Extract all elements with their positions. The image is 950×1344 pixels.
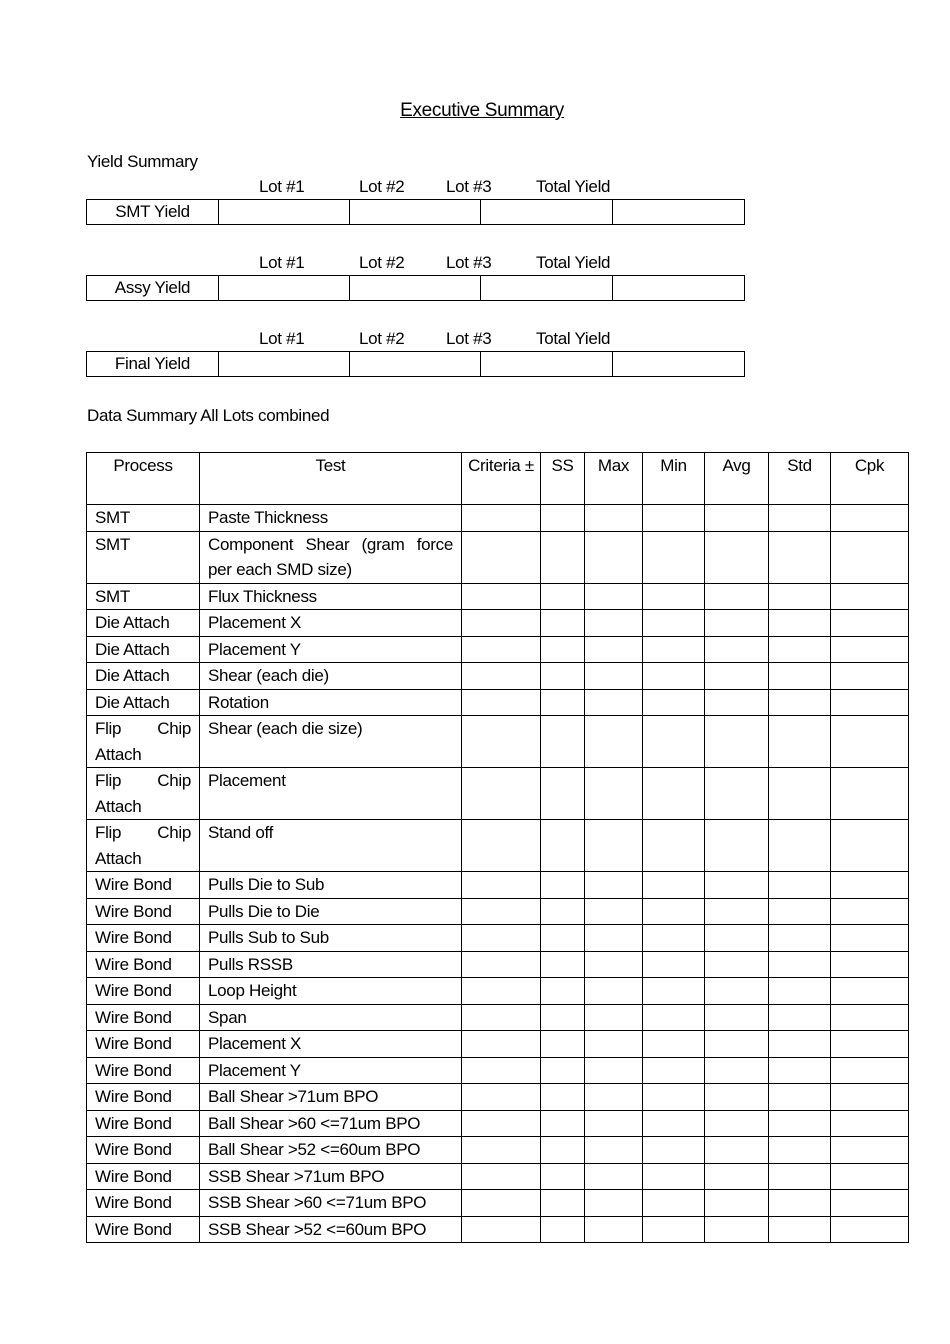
std-cell[interactable] [769, 1004, 831, 1031]
ss-cell[interactable] [541, 1190, 585, 1217]
std-cell[interactable] [769, 505, 831, 532]
assy-lot-3-cell[interactable] [481, 276, 613, 301]
data-summary-label: Data Summary All Lots combined [87, 406, 330, 425]
ss-cell[interactable] [541, 583, 585, 610]
lot-3-header: Lot #3 [446, 253, 492, 272]
avg-cell[interactable] [705, 610, 769, 637]
avg-cell[interactable] [705, 898, 769, 925]
cpk-cell[interactable] [831, 636, 909, 663]
process-cell: Wire Bond [87, 978, 200, 1005]
avg-cell[interactable] [705, 531, 769, 583]
ss-cell[interactable] [541, 898, 585, 925]
cpk-cell[interactable] [831, 1084, 909, 1111]
table-row [87, 276, 745, 301]
test-cell: Placement [200, 768, 462, 820]
criteria-cell[interactable] [462, 768, 541, 820]
table-row [87, 872, 909, 899]
process-cell: Die Attach [87, 636, 200, 663]
criteria-cell[interactable] [462, 663, 541, 690]
process-cell: Wire Bond [87, 872, 200, 899]
test-cell: Shear (each die size) [200, 716, 462, 768]
table-row [87, 716, 909, 768]
header-avg: Avg [705, 453, 769, 505]
ss-cell[interactable] [541, 1137, 585, 1164]
avg-cell[interactable] [705, 925, 769, 952]
cpk-cell[interactable] [831, 1110, 909, 1137]
final-total-yield-cell[interactable] [613, 352, 745, 377]
min-cell[interactable] [643, 898, 705, 925]
cpk-cell[interactable] [831, 1190, 909, 1217]
table-row [87, 583, 909, 610]
criteria-cell[interactable] [462, 951, 541, 978]
final-lot-1-cell[interactable] [219, 352, 350, 377]
max-cell[interactable] [585, 768, 643, 820]
max-cell[interactable] [585, 1031, 643, 1058]
max-cell[interactable] [585, 1110, 643, 1137]
std-cell[interactable] [769, 1137, 831, 1164]
max-cell[interactable] [585, 1163, 643, 1190]
std-cell[interactable] [769, 898, 831, 925]
total-yield-header: Total Yield [536, 253, 611, 272]
ss-cell[interactable] [541, 872, 585, 899]
table-row [87, 531, 909, 583]
test-cell: Pulls Die to Sub [200, 872, 462, 899]
process-cell: Wire Bond [87, 1084, 200, 1111]
max-cell[interactable] [585, 583, 643, 610]
criteria-cell[interactable] [462, 1163, 541, 1190]
lot-header-row [87, 253, 747, 275]
table-row [87, 1031, 909, 1058]
test-cell: Shear (each die) [200, 663, 462, 690]
table-row [87, 1190, 909, 1217]
smt-yield-label: SMT Yield [87, 200, 219, 225]
max-cell[interactable] [585, 1216, 643, 1243]
criteria-cell[interactable] [462, 716, 541, 768]
max-cell[interactable] [585, 505, 643, 532]
min-cell[interactable] [643, 716, 705, 768]
ss-cell[interactable] [541, 689, 585, 716]
lot-2-header: Lot #2 [359, 177, 405, 196]
min-cell[interactable] [643, 1110, 705, 1137]
process-cell: Flip Chip Attach [87, 820, 200, 872]
lot-3-header: Lot #3 [446, 177, 492, 196]
min-cell[interactable] [643, 610, 705, 637]
smt-yield-table [86, 199, 745, 225]
test-cell: Loop Height [200, 978, 462, 1005]
assy-lot-1-cell[interactable] [219, 276, 350, 301]
cpk-cell[interactable] [831, 583, 909, 610]
std-cell[interactable] [769, 1110, 831, 1137]
process-cell: Wire Bond [87, 925, 200, 952]
avg-cell[interactable] [705, 820, 769, 872]
cpk-cell[interactable] [831, 1004, 909, 1031]
ss-cell[interactable] [541, 1163, 585, 1190]
yield-summary-label: Yield Summary [87, 152, 198, 171]
test-cell: Ball Shear >52 <=60um BPO [200, 1137, 462, 1164]
std-cell[interactable] [769, 663, 831, 690]
std-cell[interactable] [769, 1190, 831, 1217]
max-cell[interactable] [585, 872, 643, 899]
max-cell[interactable] [585, 531, 643, 583]
avg-cell[interactable] [705, 1137, 769, 1164]
max-cell[interactable] [585, 820, 643, 872]
std-cell[interactable] [769, 978, 831, 1005]
min-cell[interactable] [643, 636, 705, 663]
std-cell[interactable] [769, 1084, 831, 1111]
test-cell: Placement Y [200, 636, 462, 663]
data-summary-table [86, 452, 909, 1243]
criteria-cell[interactable] [462, 1084, 541, 1111]
std-cell[interactable] [769, 820, 831, 872]
test-cell: Paste Thickness [200, 505, 462, 532]
test-cell: Flux Thickness [200, 583, 462, 610]
avg-cell[interactable] [705, 583, 769, 610]
lot-3-header: Lot #3 [446, 329, 492, 348]
cpk-cell[interactable] [831, 768, 909, 820]
smt-lot-2-cell[interactable] [350, 200, 481, 225]
min-cell[interactable] [643, 820, 705, 872]
avg-cell[interactable] [705, 1163, 769, 1190]
ss-cell[interactable] [541, 1031, 585, 1058]
table-row [87, 663, 909, 690]
ss-cell[interactable] [541, 716, 585, 768]
avg-cell[interactable] [705, 1084, 769, 1111]
min-cell[interactable] [643, 531, 705, 583]
data-summary-body [87, 505, 909, 1243]
ss-cell[interactable] [541, 978, 585, 1005]
cpk-cell[interactable] [831, 820, 909, 872]
std-cell[interactable] [769, 1163, 831, 1190]
test-cell: SSB Shear >71um BPO [200, 1163, 462, 1190]
min-cell[interactable] [643, 951, 705, 978]
ss-cell[interactable] [541, 1084, 585, 1111]
lot-1-header: Lot #1 [259, 177, 305, 196]
max-cell[interactable] [585, 1057, 643, 1084]
process-cell: Die Attach [87, 663, 200, 690]
process-cell: Wire Bond [87, 1004, 200, 1031]
criteria-cell[interactable] [462, 872, 541, 899]
cpk-cell[interactable] [831, 951, 909, 978]
test-cell: Ball Shear >60 <=71um BPO [200, 1110, 462, 1137]
criteria-cell[interactable] [462, 925, 541, 952]
ss-cell[interactable] [541, 1216, 585, 1243]
ss-cell[interactable] [541, 768, 585, 820]
max-cell[interactable] [585, 1190, 643, 1217]
max-cell[interactable] [585, 716, 643, 768]
cpk-cell[interactable] [831, 1057, 909, 1084]
min-cell[interactable] [643, 1216, 705, 1243]
criteria-cell[interactable] [462, 1031, 541, 1058]
max-cell[interactable] [585, 978, 643, 1005]
max-cell[interactable] [585, 1137, 643, 1164]
avg-cell[interactable] [705, 1057, 769, 1084]
std-cell[interactable] [769, 610, 831, 637]
cpk-cell[interactable] [831, 872, 909, 899]
process-cell: Wire Bond [87, 1216, 200, 1243]
max-cell[interactable] [585, 1084, 643, 1111]
criteria-cell[interactable] [462, 636, 541, 663]
table-row [87, 689, 909, 716]
table-row [87, 1110, 909, 1137]
std-cell[interactable] [769, 872, 831, 899]
final-yield-table [86, 351, 745, 377]
table-row [87, 610, 909, 637]
table-row [87, 505, 909, 532]
test-cell: Stand off [200, 820, 462, 872]
table-row [87, 1163, 909, 1190]
header-std: Std [769, 453, 831, 505]
test-cell: Ball Shear >71um BPO [200, 1084, 462, 1111]
table-row [87, 1216, 909, 1243]
criteria-cell[interactable] [462, 1137, 541, 1164]
smt-total-yield-cell[interactable] [613, 200, 745, 225]
test-cell: Rotation [200, 689, 462, 716]
ss-cell[interactable] [541, 925, 585, 952]
min-cell[interactable] [643, 978, 705, 1005]
min-cell[interactable] [643, 1084, 705, 1111]
std-cell[interactable] [769, 1216, 831, 1243]
min-cell[interactable] [643, 1163, 705, 1190]
table-header-row [87, 453, 909, 505]
cpk-cell[interactable] [831, 1216, 909, 1243]
process-cell: Wire Bond [87, 951, 200, 978]
header-test: Test [200, 453, 462, 505]
table-row [87, 200, 745, 225]
min-cell[interactable] [643, 1190, 705, 1217]
ss-cell[interactable] [541, 1110, 585, 1137]
std-cell[interactable] [769, 1057, 831, 1084]
table-row [87, 1137, 909, 1164]
ss-cell[interactable] [541, 531, 585, 583]
header-min: Min [643, 453, 705, 505]
table-row [87, 636, 909, 663]
criteria-cell[interactable] [462, 1004, 541, 1031]
cpk-cell[interactable] [831, 689, 909, 716]
process-cell: Wire Bond [87, 1110, 200, 1137]
criteria-cell[interactable] [462, 531, 541, 583]
avg-cell[interactable] [705, 978, 769, 1005]
std-cell[interactable] [769, 951, 831, 978]
std-cell[interactable] [769, 636, 831, 663]
final-lot-2-cell[interactable] [350, 352, 481, 377]
test-cell: Placement X [200, 1031, 462, 1058]
ss-cell[interactable] [541, 610, 585, 637]
avg-cell[interactable] [705, 689, 769, 716]
std-cell[interactable] [769, 925, 831, 952]
min-cell[interactable] [643, 1031, 705, 1058]
process-cell: Flip Chip Attach [87, 716, 200, 768]
header-cpk: Cpk [831, 453, 909, 505]
table-row [87, 820, 909, 872]
ss-cell[interactable] [541, 820, 585, 872]
page-title: Executive Summary [400, 100, 564, 121]
cpk-cell[interactable] [831, 610, 909, 637]
process-cell: Die Attach [87, 689, 200, 716]
avg-cell[interactable] [705, 1110, 769, 1137]
process-cell: Die Attach [87, 610, 200, 637]
min-cell[interactable] [643, 872, 705, 899]
criteria-cell[interactable] [462, 978, 541, 1005]
avg-cell[interactable] [705, 663, 769, 690]
assy-yield-label: Assy Yield [87, 276, 219, 301]
test-cell: Pulls Die to Die [200, 898, 462, 925]
criteria-cell[interactable] [462, 1110, 541, 1137]
table-row [87, 925, 909, 952]
max-cell[interactable] [585, 925, 643, 952]
ss-cell[interactable] [541, 951, 585, 978]
cpk-cell[interactable] [831, 531, 909, 583]
header-criteria: Criteria ± [462, 453, 541, 505]
lot-1-header: Lot #1 [259, 253, 305, 272]
avg-cell[interactable] [705, 1031, 769, 1058]
max-cell[interactable] [585, 663, 643, 690]
criteria-cell[interactable] [462, 1190, 541, 1217]
criteria-cell[interactable] [462, 689, 541, 716]
criteria-cell[interactable] [462, 898, 541, 925]
min-cell[interactable] [643, 583, 705, 610]
max-cell[interactable] [585, 1004, 643, 1031]
header-ss: SS [541, 453, 585, 505]
process-cell: SMT [87, 505, 200, 532]
test-cell: Pulls Sub to Sub [200, 925, 462, 952]
avg-cell[interactable] [705, 636, 769, 663]
test-cell: Pulls RSSB [200, 951, 462, 978]
test-cell: Placement Y [200, 1057, 462, 1084]
std-cell[interactable] [769, 583, 831, 610]
avg-cell[interactable] [705, 1216, 769, 1243]
total-yield-header: Total Yield [536, 177, 611, 196]
process-cell: SMT [87, 531, 200, 583]
lot-header-row [87, 329, 747, 351]
lot-2-header: Lot #2 [359, 253, 405, 272]
process-cell: Flip Chip Attach [87, 768, 200, 820]
avg-cell[interactable] [705, 872, 769, 899]
assy-yield-table [86, 275, 745, 301]
criteria-cell[interactable] [462, 583, 541, 610]
table-row [87, 898, 909, 925]
process-cell: Wire Bond [87, 1031, 200, 1058]
std-cell[interactable] [769, 768, 831, 820]
process-cell: Wire Bond [87, 1057, 200, 1084]
max-cell[interactable] [585, 636, 643, 663]
process-cell: Wire Bond [87, 1163, 200, 1190]
table-row [87, 1084, 909, 1111]
ss-cell[interactable] [541, 505, 585, 532]
ss-cell[interactable] [541, 1057, 585, 1084]
max-cell[interactable] [585, 898, 643, 925]
max-cell[interactable] [585, 951, 643, 978]
min-cell[interactable] [643, 1137, 705, 1164]
process-cell: Wire Bond [87, 1137, 200, 1164]
avg-cell[interactable] [705, 505, 769, 532]
avg-cell[interactable] [705, 951, 769, 978]
min-cell[interactable] [643, 663, 705, 690]
header-max: Max [585, 453, 643, 505]
test-cell: Component Shear (gram force per each SMD size) [200, 531, 462, 583]
avg-cell[interactable] [705, 716, 769, 768]
std-cell[interactable] [769, 689, 831, 716]
cpk-cell[interactable] [831, 925, 909, 952]
table-row [87, 951, 909, 978]
assy-total-yield-cell[interactable] [613, 276, 745, 301]
std-cell[interactable] [769, 1031, 831, 1058]
final-yield-label: Final Yield [87, 352, 219, 377]
total-yield-header: Total Yield [536, 329, 611, 348]
table-row [87, 768, 909, 820]
avg-cell[interactable] [705, 768, 769, 820]
test-cell: Placement X [200, 610, 462, 637]
smt-lot-1-cell[interactable] [219, 200, 350, 225]
min-cell[interactable] [643, 1057, 705, 1084]
cpk-cell[interactable] [831, 898, 909, 925]
avg-cell[interactable] [705, 1004, 769, 1031]
cpk-cell[interactable] [831, 663, 909, 690]
min-cell[interactable] [643, 689, 705, 716]
test-cell: SSB Shear >60 <=71um BPO [200, 1190, 462, 1217]
table-row [87, 1004, 909, 1031]
ss-cell[interactable] [541, 1004, 585, 1031]
cpk-cell[interactable] [831, 1031, 909, 1058]
std-cell[interactable] [769, 716, 831, 768]
ss-cell[interactable] [541, 636, 585, 663]
min-cell[interactable] [643, 505, 705, 532]
criteria-cell[interactable] [462, 1216, 541, 1243]
table-row [87, 1057, 909, 1084]
final-lot-3-cell[interactable] [481, 352, 613, 377]
process-cell: Wire Bond [87, 898, 200, 925]
ss-cell[interactable] [541, 663, 585, 690]
min-cell[interactable] [643, 768, 705, 820]
cpk-cell[interactable] [831, 978, 909, 1005]
assy-lot-2-cell[interactable] [350, 276, 481, 301]
min-cell[interactable] [643, 1004, 705, 1031]
smt-lot-3-cell[interactable] [481, 200, 613, 225]
criteria-cell[interactable] [462, 610, 541, 637]
lot-header-row [87, 177, 747, 199]
test-cell: Span [200, 1004, 462, 1031]
header-process: Process [87, 453, 200, 505]
table-row [87, 352, 745, 377]
max-cell[interactable] [585, 689, 643, 716]
cpk-cell[interactable] [831, 1137, 909, 1164]
criteria-cell[interactable] [462, 505, 541, 532]
max-cell[interactable] [585, 610, 643, 637]
cpk-cell[interactable] [831, 505, 909, 532]
avg-cell[interactable] [705, 1190, 769, 1217]
test-cell: SSB Shear >52 <=60um BPO [200, 1216, 462, 1243]
table-row [87, 978, 909, 1005]
lot-1-header: Lot #1 [259, 329, 305, 348]
std-cell[interactable] [769, 531, 831, 583]
lot-2-header: Lot #2 [359, 329, 405, 348]
min-cell[interactable] [643, 925, 705, 952]
process-cell: Wire Bond [87, 1190, 200, 1217]
cpk-cell[interactable] [831, 1163, 909, 1190]
criteria-cell[interactable] [462, 820, 541, 872]
process-cell: SMT [87, 583, 200, 610]
cpk-cell[interactable] [831, 716, 909, 768]
criteria-cell[interactable] [462, 1057, 541, 1084]
